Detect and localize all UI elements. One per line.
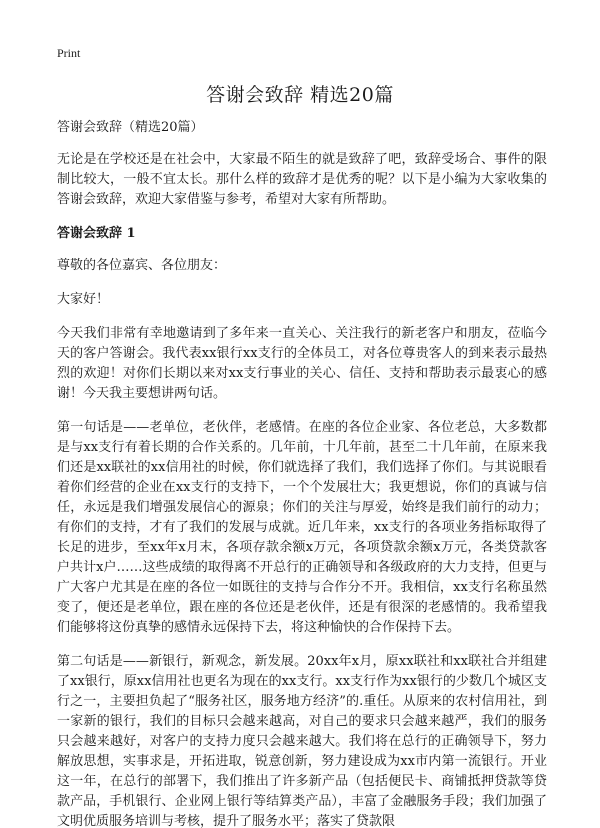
page-title: 答谢会致辞 精选20篇 [206, 84, 394, 106]
document-body [57, 118, 547, 828]
hello-paragraph: 大家好！ [57, 292, 110, 307]
body-paragraph-3: 第二句话是——新银行，新观念，新发展。20xx年x月，原xx联社和xx联社合并组建了xx银行，原xx信用社也更名为现在的xx支行。xx支行作为xx银行的少数几个城区支行之一，主要担负起了“服务社区，服务地方经济”的.重任。从原来的农村信用社，到一家新的银行，我们的目标只会越来越高，对自己的要求只会越来越严，我们的服务只会越来越好，对客户的支持力度只会越来越大。我们将在总行的正确领导下，努力解放思想，实事求是，开拓进取，锐意创新，努力建设成为xx市内第一流银行。开业这一年，在总行的部署下，我们推出了许多新产品（包括便民卡、商铺抵押贷款等贷款产品，手机银行、企业网上银行等结算类产品），丰富了金融服务手段；我们加强了文明优质服务培训与考核，提升了服务水平；落实了贷款限 [57, 654, 547, 828]
section-heading: 答谢会致辞 1 [57, 226, 136, 241]
body-paragraph-2: 第一句话是——老单位，老伙伴，老感情。在座的各位企业家、各位老总，大多数都是与xx支行有着长期的合作关系的。几年前，十几年前，甚至二十几年前，在原来我们还是xx联社的xx信用社的时候，你们就选择了我们，我们选择了你们。与其说眼看着你们经营的企业在xx支行的支持下，一个个发展壮大；我更想说，你们的真诚与信任，永远是我们增强发展信心的源泉；你们的关注与厚爱，始终是我们前行的动力；有你们的支持，才有了我们的发展与成就。近几年来，xx支行的各项业务指标取得了长足的进步，至xx年x月末，各项存款余额x万元，各项贷款余额x万元，各类贷款客户共计x户……这些成绩的取得离不开总行的正确领导和各级政府的大力支持，但更与广大客户尤其是在座的各位一如既往的支持与合作分不开。我相信，xx支行名称虽然变了，便还是老单位，跟在座的各位还是老伙伴，还是有很深的老感情的。我希望我们能够将这份真挚的感情永远保持下去，将这种愉快的合作保持下去。 [57, 420, 547, 635]
subtitle: 答谢会致辞（精选20篇） [57, 120, 204, 135]
body-paragraph-1: 今天我们非常有幸地邀请到了多年来一直关心、关注我行的新老客户和朋友，莅临今天的客户答谢会。我代表xx银行xx支行的全体员工，对各位尊贵客人的到来表示最热烈的欢迎！对你们长期以来对xx支行事业的关心、信任、支持和帮助表示最衷心的感谢！今天我主要想讲两句话。 [57, 326, 547, 401]
intro-paragraph: 无论是在学校还是在社会中，大家最不陌生的就是致辞了吧，致辞受场合、事件的限制比较大，一般不宜太长。那什么样的致辞才是优秀的呢？以下是小编为大家收集的答谢会致辞，欢迎大家借鉴与参考，希望对大家有所帮助。 [57, 152, 547, 207]
greeting-paragraph: 尊敬的各位嘉宾、各位朋友： [57, 258, 227, 273]
print-link[interactable]: Print [57, 46, 81, 60]
